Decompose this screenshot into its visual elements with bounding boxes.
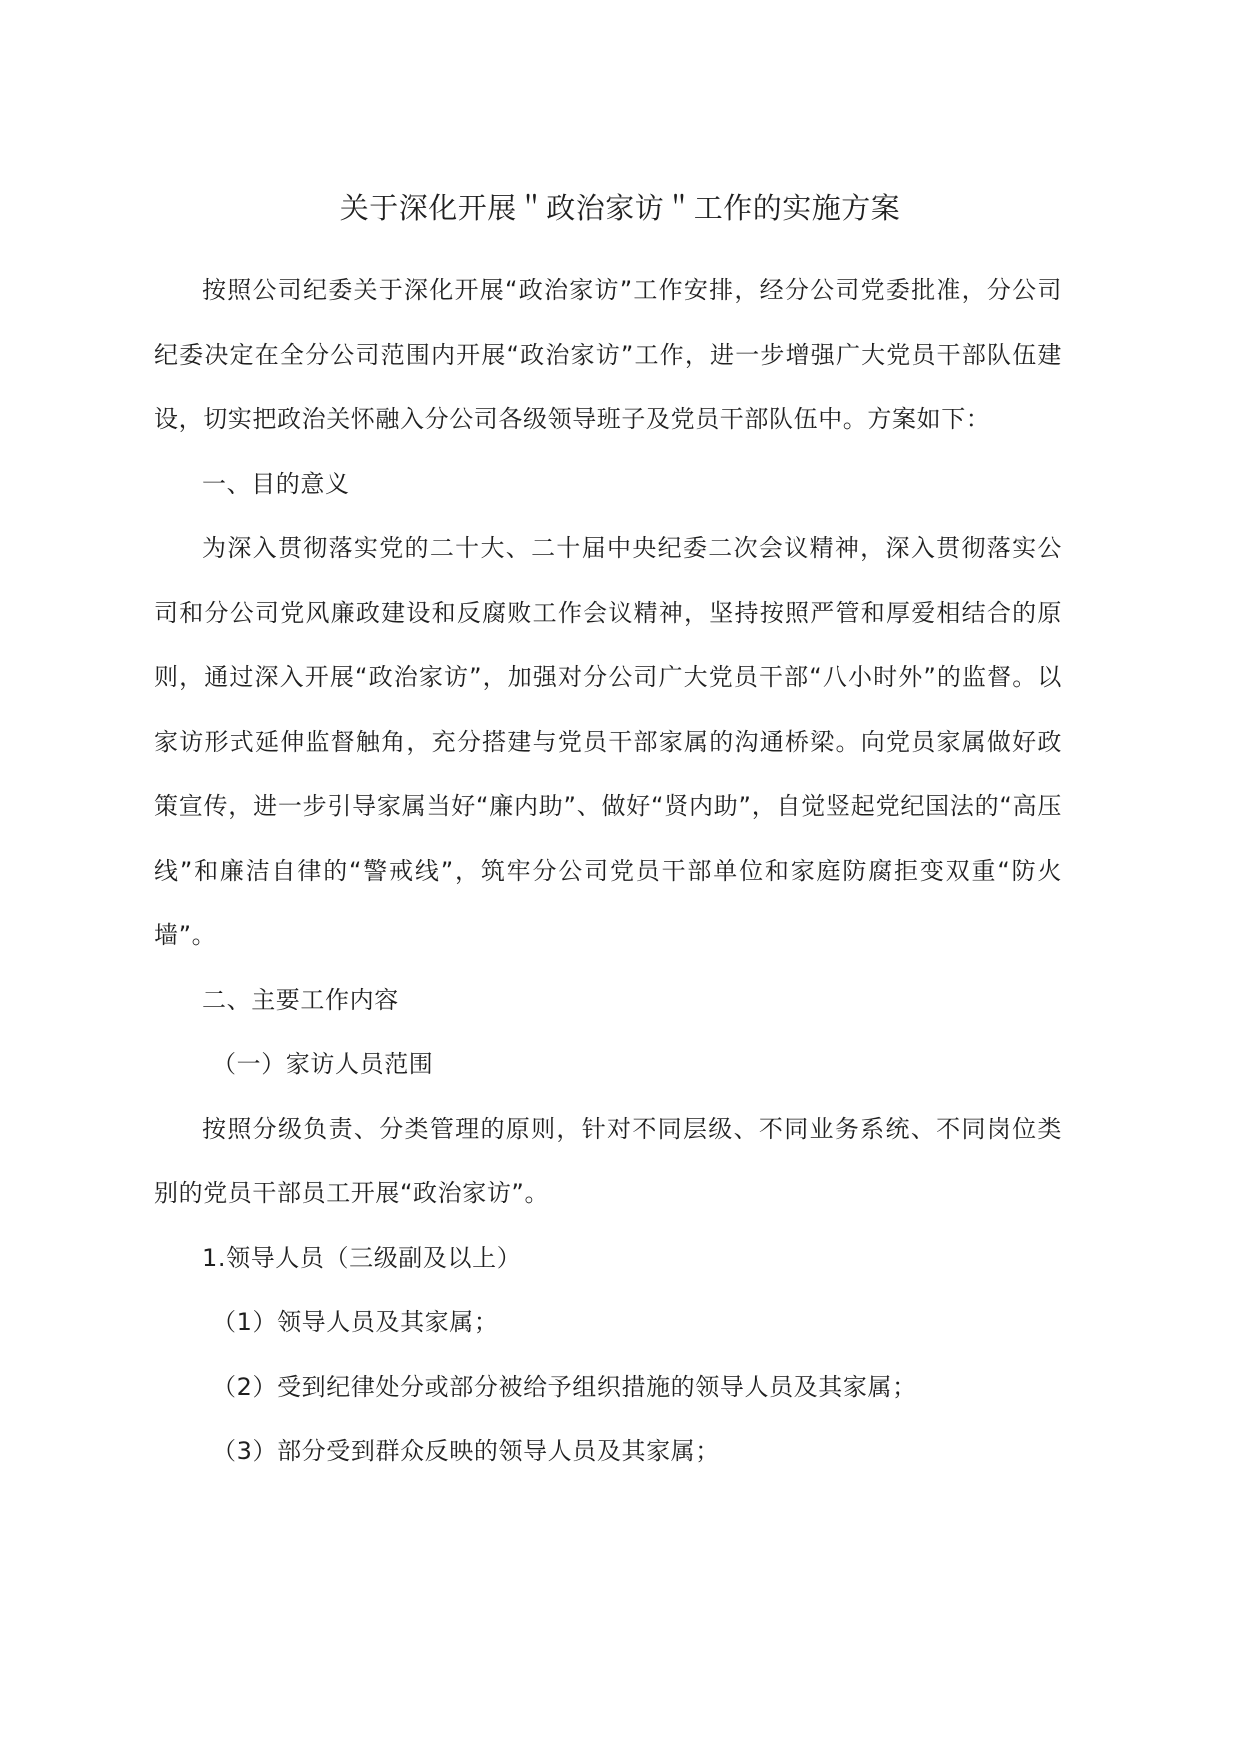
list-item-3: （3）部分受到群众反映的领导人员及其家属； bbox=[212, 1437, 720, 1465]
section-heading-main-work: 二、主要工作内容 bbox=[202, 985, 399, 1014]
document-body bbox=[154, 258, 1062, 1484]
scope-paragraph: 按照分级负责、分类管理的原则，针对不同层级、不同业务系统、不同岗位类别的党员干部员工开展“政治家访”。 bbox=[154, 1114, 1062, 1207]
intro-paragraph: 按照公司纪委关于深化开展“政治家访”工作安排，经分公司党委批准，分公司纪委决定在全分公司范围内开展“政治家访”工作，进一步增强广大党员干部队伍建设，切实把政治关怀融入分公司各级领导班子及党员干部队伍中。方案如下： bbox=[154, 276, 1062, 433]
document-title: 关于深化开展＂政治家访＂工作的实施方案 bbox=[339, 191, 901, 225]
list-heading-leaders: 1.领导人员（三级副及以上） bbox=[202, 1243, 522, 1272]
subsection-heading-scope: （一）家访人员范围 bbox=[212, 1050, 434, 1078]
list-item-2: （2）受到纪律处分或部分被给予组织措施的领导人员及其家属； bbox=[212, 1372, 917, 1401]
list-item-1: （1）领导人员及其家属； bbox=[212, 1308, 499, 1336]
purpose-paragraph: 为深入贯彻落实党的二十大、二十届中央纪委二次会议精神，深入贯彻落实公司和分公司党风廉政建设和反腐败工作会议精神，坚持按照严管和厚爱相结合的原则，通过深入开展“政治家访”，加强对分公司广大党员干部“八小时外”的监督。以家访形式延伸监督触角，充分搭建与党员干部家属的沟通桥梁。向党员家属做好政策宣传，进一步引导家属当好“廉内助”、做好“贤内助”，自觉竖起党纪国法的“高压线”和廉洁自律的“警戒线”，筑牢分公司党员干部单位和家庭防腐拒变双重“防火墙”。 bbox=[154, 534, 1062, 949]
section-heading-purpose: 一、目的意义 bbox=[202, 469, 350, 498]
